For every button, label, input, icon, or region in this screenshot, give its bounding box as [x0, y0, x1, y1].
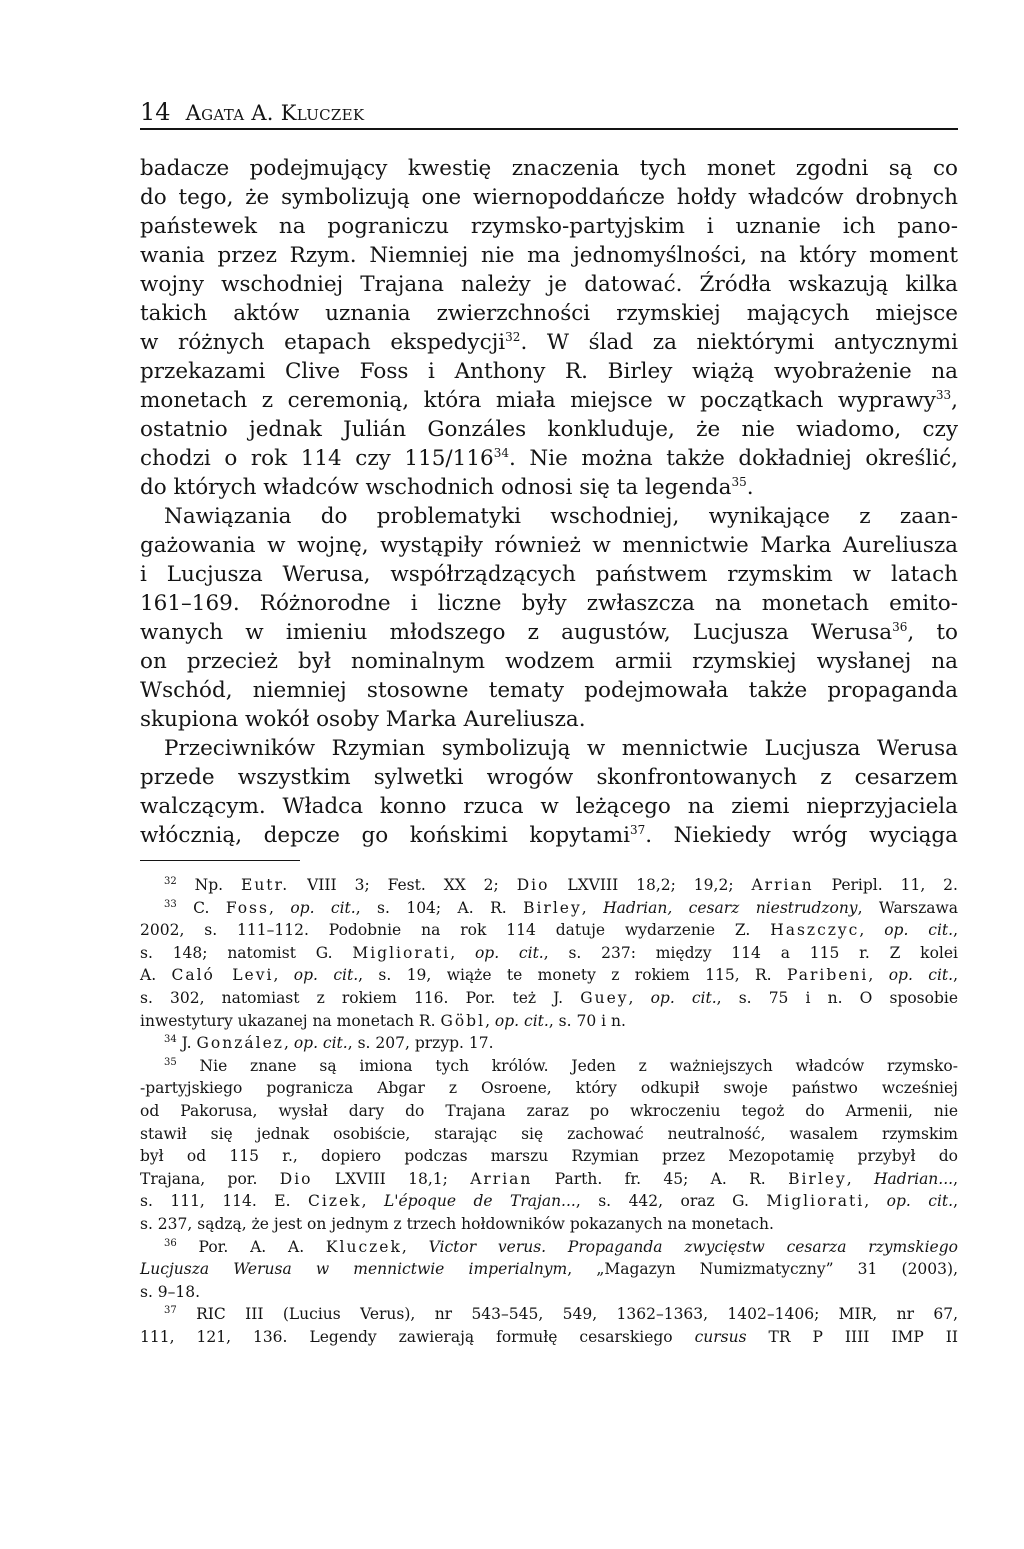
- text-line: wojny wschodniej Trajana należy je datować. Źródła wskazują kilka: [140, 272, 958, 297]
- footnote-line: s. 111, 114. E. Cizek, L'époque de Trajan..., s. 442, oraz G. Migliorati, op. cit.,: [140, 1192, 958, 1211]
- footnote-line: s. 237, sądzą, że jest on jednym z trzech hołdowników pokazanych na monetach.: [140, 1214, 774, 1233]
- page-number: 14: [140, 98, 171, 126]
- text-line: Przeciwników Rzymian symbolizują w mennictwie Lucjusza Werusa: [164, 736, 958, 761]
- paragraph-2: [140, 502, 958, 734]
- footnote-ref-33: 33: [935, 388, 952, 402]
- text-line: Wschód, niemniej stosowne tematy podejmowała także propaganda: [140, 678, 958, 703]
- text-line: w różnych etapach ekspedycji$^{32}$. W ślad za niektórymi antycznymi: [140, 330, 958, 355]
- text-line: włócznią, depcze go końskimi kopytami$^{37}$. Niekiedy wróg wyciąga: [140, 823, 958, 848]
- footnote-line: s. 9–18.: [140, 1282, 201, 1301]
- text-line: do tego, że symbolizują one wiernopoddańcze hołdy władców drobnych: [140, 185, 958, 210]
- text-line: do których władców wschodnich odnosi się ta legenda$^{35}$.: [140, 475, 754, 500]
- footnote-ref-35: 35: [731, 475, 747, 489]
- footnote-line: s. 302, natomiast z rokiem 116. Por. też J. Guey, op. cit., s. 75 i n. O sposobie: [140, 988, 959, 1007]
- footnote-line: s. 148; natomist G. Migliorati, op. cit., s. 237: między 114 a 115 r. Z kolei: [140, 943, 958, 962]
- text-line: ostatnio jednak Julián Gonzáles konkluduje, że nie wiadomo, czy: [140, 417, 958, 442]
- footnote-32: $^{32}$ Np. Eutr. VIII 3; Fest. XX 2; Dio LXVIII 18,2; 19,2; Arrian Peripl. 11, 2.: [164, 876, 958, 894]
- text-line: państewek na pograniczu rzymsko-partyjskim i uznanie ich pano-: [140, 214, 958, 239]
- text-line: badacze podejmujący kwestię znaczenia tych monet zgodni są co: [140, 156, 958, 181]
- footnote-ref-37: 37: [629, 823, 646, 837]
- footnote-line: -partyjskiego pogranicza Abgar z Osroene, który odkupił swoje państwo wcześniej: [140, 1079, 958, 1098]
- text-line: Nawiązania do problematyki wschodniej, wynikające z zaan-: [164, 504, 958, 529]
- footnote-ref-36: 36: [892, 620, 908, 634]
- text-line: i Lucjusza Werusa, współrządzących państwem rzymskim w latach: [140, 562, 958, 587]
- text-line: wanych w imieniu młodszego z augustów, Lucjusza Werusa$^{36}$, to: [140, 620, 958, 645]
- footnote-line: 111, 121, 136. Legendy zawierają formułę cesarskiego cursus TR P IIII IMP II: [140, 1327, 959, 1346]
- footnote-36: $^{36}$ Por. A. A. Kluczek, Victor verus. Propaganda zwycięstw cesarza rzymskiego: [164, 1237, 958, 1256]
- text-line: skupiona wokół osoby Marka Aureliusza.: [140, 707, 586, 732]
- footnote-34: $^{34}$ J. González, op. cit., s. 207, przyp. 17.: [164, 1034, 494, 1053]
- running-header: [140, 98, 958, 128]
- footnote-rule: [140, 860, 300, 861]
- text-line: gażowania w wojnę, wystąpiły również w mennictwie Marka Aureliusza: [140, 533, 958, 558]
- text-line: wania przez Rzym. Niemniej nie ma jednomyślności, na który moment: [140, 243, 958, 268]
- footnote-ref-32: 32: [505, 330, 521, 344]
- header-rule: [140, 128, 958, 130]
- footnote-line: stawił się jednak osobiście, starając się zachować neutralność, wasalem rzymskim: [140, 1124, 958, 1143]
- running-author: AGATA A. KLUCZEK: [185, 101, 365, 125]
- text-line: przede wszystkim sylwetki wrogów skonfrontowanych z cesarzem: [140, 765, 958, 790]
- footnote-line: 2002, s. 111–112. Podobnie na rok 114 datuje wydarzenie Z. Haszczyc, op. cit.,: [140, 921, 959, 940]
- text-line: przekazami Clive Foss i Anthony R. Birley wiążą wyobrażenie na: [140, 359, 958, 384]
- footnote-33: $^{33}$ C. Foss, op. cit., s. 104; A. R. Birley, Hadrian, cesarz niestrudzony, Warszawa: [164, 898, 959, 917]
- footnote-line: Trajana, por. Dio LXVIII 18,1; Arrian Parth. fr. 45; A. R. Birley, Hadrian...,: [140, 1169, 959, 1188]
- footnote-line: od Pakorusa, wysłał dary do Trajana zaraz po wkroczeniu tegoż do Armenii, nie: [140, 1101, 958, 1120]
- footnote-line: inwestytury ukazanej na monetach R. Göbl, op. cit., s. 70 i n.: [140, 1011, 626, 1030]
- footnote-line: A. Caló Levi, op. cit., s. 19, wiąże te monety z rokiem 115, R. Paribeni, op. cit.,: [140, 966, 958, 985]
- text-line: takich aktów uznania zwierzchności rzymskiej mających miejsce: [140, 301, 958, 326]
- text-line: on przecież był nominalnym wodzem armii rzymskiej wysłanej na: [140, 649, 958, 674]
- paragraph-3: [140, 734, 958, 850]
- main-text: [140, 154, 958, 850]
- paragraph-1: [140, 154, 958, 502]
- footnote-35: $^{35}$ Nie znane są imiona tych królów. Jeden z ważniejszych władców rzymsko-: [164, 1056, 958, 1075]
- text-line: walczącym. Władca konno rzuca w leżącego na ziemi nieprzyjaciela: [140, 794, 958, 819]
- footnote-37: $^{37}$ RIC III (Lucius Verus), nr 543–545, 549, 1362–1363, 1402–1406; MIR, nr 67,: [164, 1305, 958, 1324]
- text-line: 161–169. Różnorodne i liczne były zwłaszcza na monetach emito-: [140, 591, 958, 616]
- footnote-line: był od 115 r., dopiero podczas marszu Rzymian przez Mezopotamię przybył do: [140, 1147, 958, 1166]
- footnote-ref-34: 34: [493, 446, 509, 460]
- text-line: monetach z ceremonią, która miała miejsce w początkach wyprawy$^{33}$,: [140, 388, 958, 413]
- footnotes: [140, 874, 958, 1348]
- text-line: chodzi o rok 114 czy $115/116^{34}$. Nie można także dokładniej określić,: [140, 446, 958, 471]
- footnote-line: Lucjusza Werusa w mennictwie imperialnym, „Magazyn Numizmatyczny” 31 (2003),: [140, 1260, 958, 1279]
